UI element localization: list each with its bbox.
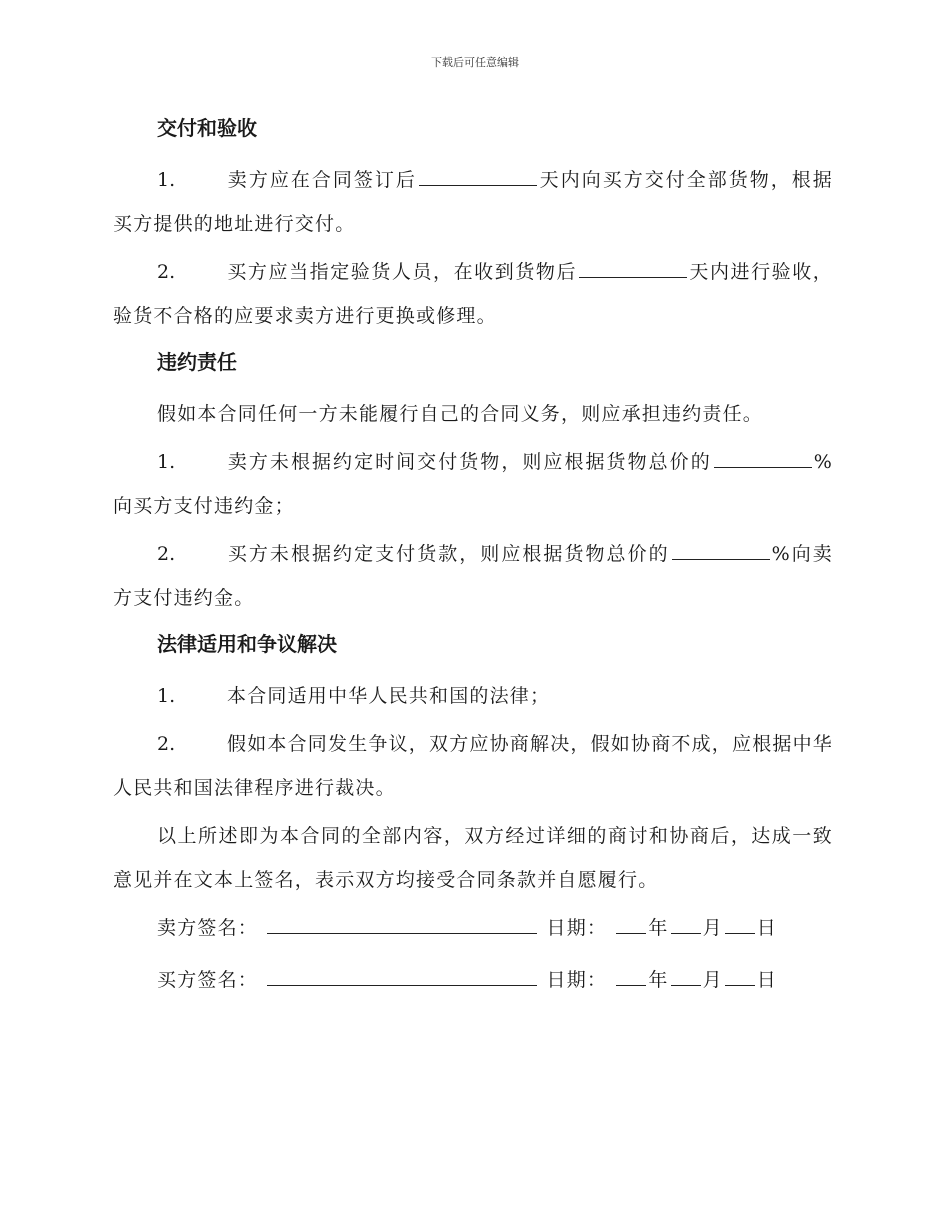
day-blank bbox=[725, 913, 755, 934]
year-blank bbox=[616, 913, 646, 934]
buyer-signature-blank bbox=[267, 965, 537, 986]
date-label: 日期： bbox=[546, 969, 608, 991]
month-label: 月 bbox=[702, 917, 723, 939]
item-text: 天内进行验收，验货不合格的应要求卖方进行更换或修理。 bbox=[113, 261, 834, 327]
item-text: 本合同适用中华人民共和国的法律； bbox=[227, 685, 551, 707]
day-label: 日 bbox=[756, 917, 777, 939]
item-number: 2. bbox=[157, 543, 176, 565]
year-label: 年 bbox=[648, 917, 669, 939]
closing-paragraph: 以上所述即为本合同的全部内容，双方经过详细的商讨和协商后，达成一致意见并在文本上签名，表示双方均接受合同条款并自愿履行。 bbox=[113, 825, 833, 891]
delivery-item-2 bbox=[113, 250, 833, 338]
item-text: 买方应当指定验货人员，在收到货物后 bbox=[227, 261, 578, 283]
section-title-law: 法律适用和争议解决 bbox=[157, 632, 337, 656]
item-text: 天内向买方交付全部货物，根据买方提供的地址进行交付。 bbox=[113, 169, 833, 235]
year-blank bbox=[616, 965, 646, 986]
delivery-item-1 bbox=[113, 158, 833, 246]
item-text: %向卖方支付违约金。 bbox=[113, 543, 834, 609]
fill-blank-days bbox=[419, 165, 537, 186]
page-header-note: 下载后可任意编辑 bbox=[431, 56, 519, 69]
day-blank bbox=[725, 965, 755, 986]
item-text: %向买方支付违约金； bbox=[113, 451, 833, 517]
item-text: 假如本合同发生争议，双方应协商解决，假如协商不成，应根据中华人民共和国法律程序进行裁决。 bbox=[113, 733, 834, 799]
fill-blank-percent bbox=[714, 447, 812, 468]
item-text: 卖方应在合同签订后 bbox=[227, 169, 417, 191]
day-label: 日 bbox=[756, 969, 777, 991]
date-label: 日期： bbox=[546, 917, 608, 939]
year-label: 年 bbox=[648, 969, 669, 991]
item-number: 1. bbox=[157, 169, 176, 191]
item-number: 2. bbox=[157, 733, 176, 755]
liability-item-1 bbox=[113, 440, 833, 528]
liability-intro: 假如本合同任何一方未能履行自己的合同义务，则应承担违约责任。 bbox=[157, 403, 764, 425]
seller-signature-line bbox=[157, 906, 833, 950]
seller-signature-blank bbox=[267, 913, 537, 934]
buyer-signature-label: 买方签名： bbox=[157, 969, 259, 991]
seller-signature-label: 卖方签名： bbox=[157, 917, 259, 939]
item-text: 卖方未根据约定时间交付货物，则应根据货物总价的 bbox=[227, 451, 712, 473]
fill-blank-percent bbox=[672, 539, 770, 560]
buyer-signature-line bbox=[157, 958, 833, 1002]
liability-item-2 bbox=[113, 532, 833, 620]
item-number: 1. bbox=[157, 451, 176, 473]
item-text: 买方未根据约定支付货款，则应根据货物总价的 bbox=[227, 543, 670, 565]
section-title-liability: 违约责任 bbox=[157, 350, 237, 374]
month-blank bbox=[671, 913, 701, 934]
month-blank bbox=[671, 965, 701, 986]
month-label: 月 bbox=[702, 969, 723, 991]
section-title-delivery: 交付和验收 bbox=[157, 116, 257, 140]
document-body bbox=[113, 108, 833, 1010]
item-number: 2. bbox=[157, 261, 176, 283]
fill-blank-days bbox=[579, 257, 687, 278]
law-item-2 bbox=[113, 722, 833, 810]
item-number: 1. bbox=[157, 685, 176, 707]
law-item-1 bbox=[113, 674, 833, 718]
